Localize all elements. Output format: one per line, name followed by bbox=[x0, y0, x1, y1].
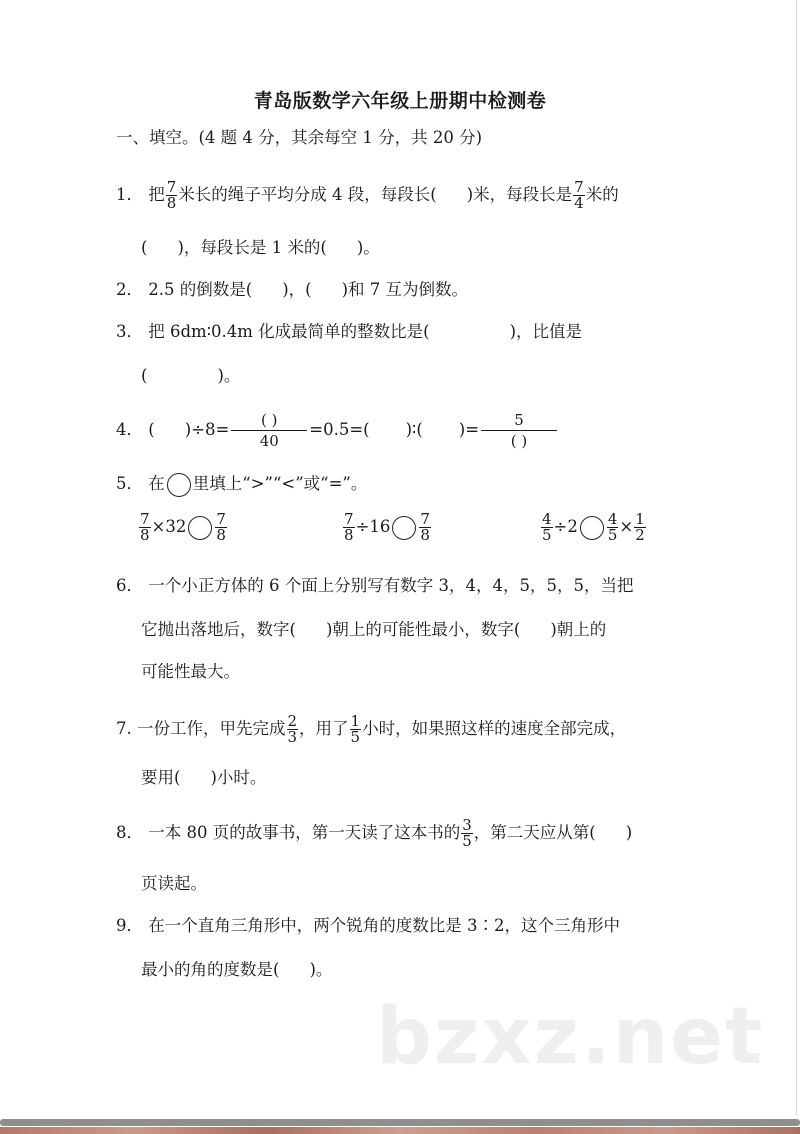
text: )，比值是 bbox=[509, 322, 583, 341]
denominator: 8 bbox=[420, 526, 430, 544]
question-number: 7. bbox=[116, 719, 132, 738]
text: 一个小正方体的 6 个面上分别写有数字 3，4，4，5，5，5，当把 bbox=[148, 576, 634, 595]
fraction bbox=[541, 512, 553, 543]
question-number: 5． bbox=[116, 474, 143, 493]
document-title: 青岛版数学六年级上册期中检测卷 bbox=[253, 90, 547, 112]
denominator: 8 bbox=[344, 526, 354, 544]
question-6-line-1 bbox=[116, 574, 633, 598]
question-1-line-2 bbox=[141, 236, 380, 260]
fraction bbox=[481, 410, 557, 451]
question-number: 1． bbox=[116, 185, 143, 204]
numerator: 3 bbox=[462, 816, 472, 834]
circle-icon bbox=[167, 473, 191, 497]
question-number: 8． bbox=[116, 823, 143, 842]
question-8-line-2: 页读起。 bbox=[141, 874, 207, 893]
numerator: 7 bbox=[574, 178, 584, 196]
text: ( bbox=[141, 366, 148, 385]
text: )朝上的 bbox=[550, 620, 607, 639]
fraction bbox=[231, 410, 307, 451]
question-number: 9． bbox=[116, 916, 143, 935]
numerator: 7 bbox=[140, 510, 150, 528]
question-4 bbox=[116, 410, 559, 451]
fraction bbox=[419, 512, 431, 543]
text: 一份工作，甲先完成 bbox=[137, 719, 286, 738]
text: × bbox=[619, 517, 634, 536]
question-9-line-1 bbox=[116, 914, 620, 938]
denominator: 4 bbox=[574, 194, 584, 212]
text: ( bbox=[141, 238, 148, 257]
question-5-item-3 bbox=[540, 512, 647, 543]
denominator: 8 bbox=[140, 526, 150, 544]
numerator: 1 bbox=[635, 510, 645, 528]
fraction bbox=[634, 512, 646, 543]
question-2 bbox=[116, 278, 468, 302]
text: 一本 80 页的故事书，第一天读了这本书的 bbox=[148, 823, 461, 842]
numerator: 4 bbox=[607, 510, 618, 528]
compare-circle[interactable] bbox=[188, 516, 212, 540]
text: 小时，如果照这样的速度全部完成， bbox=[362, 719, 627, 738]
text: 米的 bbox=[585, 185, 619, 204]
text: ×32 bbox=[151, 517, 187, 536]
question-number: 2． bbox=[116, 280, 143, 299]
section-heading: 一、填空。(4 题 4 分，其余每空 1 分，共 20 分) bbox=[116, 128, 483, 147]
numerator: 4 bbox=[542, 510, 552, 528]
text: )，每段长是 1 米的( bbox=[177, 238, 327, 257]
text: )。 bbox=[217, 366, 241, 385]
text: ，第二天应从第( bbox=[473, 823, 596, 842]
fraction bbox=[139, 512, 151, 543]
denominator: 40 bbox=[259, 432, 279, 450]
question-8-line-1 bbox=[116, 818, 632, 849]
denominator: 3 bbox=[287, 728, 298, 746]
question-number: 4． bbox=[116, 420, 143, 439]
text: 米长的绳子平均分成 4 段，每段长( bbox=[178, 185, 437, 204]
horizontal-scrollbar[interactable] bbox=[0, 1119, 800, 1126]
fraction bbox=[215, 512, 227, 543]
text: 把 bbox=[148, 185, 165, 204]
text: ( bbox=[148, 420, 155, 439]
denominator: 2 bbox=[635, 526, 645, 544]
watermark: bzxz.net bbox=[376, 992, 765, 1082]
text: 里填上“>”“<”或“=”。 bbox=[192, 474, 368, 493]
denominator: 5 bbox=[607, 526, 618, 544]
numerator: 7 bbox=[166, 178, 177, 196]
denominator: 5 bbox=[462, 832, 472, 850]
text: )÷8= bbox=[184, 420, 230, 439]
compare-circle[interactable] bbox=[580, 516, 604, 540]
text: )朝上的可能性最小，数字( bbox=[325, 620, 521, 639]
text: )小时。 bbox=[210, 768, 267, 787]
compare-circle[interactable] bbox=[392, 516, 416, 540]
denominator: 8 bbox=[216, 526, 226, 544]
text: )米，每段长是 bbox=[466, 185, 573, 204]
fraction bbox=[573, 180, 585, 211]
question-7-line-2 bbox=[141, 766, 266, 790]
question-number: 6． bbox=[116, 576, 143, 595]
fraction bbox=[350, 714, 362, 745]
question-5-item-2 bbox=[342, 512, 432, 543]
text: 2.5 的倒数是( bbox=[148, 280, 253, 299]
fraction bbox=[343, 512, 355, 543]
question-9-line-2 bbox=[141, 958, 332, 982]
text: 在 bbox=[148, 474, 165, 493]
question-7-line-1 bbox=[116, 714, 626, 745]
numerator: 7 bbox=[420, 510, 430, 528]
text: )。 bbox=[309, 960, 333, 979]
text: )。 bbox=[356, 238, 380, 257]
numerator: 5 bbox=[481, 410, 557, 431]
fraction bbox=[461, 818, 473, 849]
text: ÷2 bbox=[553, 517, 578, 536]
text: ÷16 bbox=[355, 517, 391, 536]
denominator-blank[interactable]: ( ) bbox=[510, 432, 528, 450]
fraction bbox=[287, 714, 299, 745]
text: )= bbox=[458, 420, 480, 439]
question-1-line-1 bbox=[116, 180, 619, 211]
question-number: 3． bbox=[116, 322, 143, 341]
fraction bbox=[607, 512, 619, 543]
text: )和 7 互为倒数。 bbox=[341, 280, 468, 299]
question-3-line-1 bbox=[116, 320, 582, 344]
fraction bbox=[166, 180, 178, 211]
question-6-line-2 bbox=[141, 618, 606, 642]
text: 要用( bbox=[141, 768, 181, 787]
question-6-line-3: 可能性最大。 bbox=[141, 662, 240, 681]
text: 最小的角的度数是( bbox=[141, 960, 280, 979]
numerator: 2 bbox=[287, 712, 298, 730]
text: 在一个直角三角形中，两个锐角的度数比是 3∶2，这个三角形中 bbox=[148, 916, 620, 935]
text: 它抛出落地后，数字( bbox=[141, 620, 296, 639]
background-strip bbox=[0, 1127, 800, 1134]
question-5-line-1 bbox=[116, 472, 367, 497]
text: )∶( bbox=[405, 420, 423, 439]
question-5-item-1 bbox=[138, 512, 228, 543]
denominator: 8 bbox=[166, 194, 177, 212]
numerator: 7 bbox=[216, 510, 226, 528]
text: =0.5=( bbox=[309, 420, 370, 439]
text: )，( bbox=[282, 280, 312, 299]
text: ，用了 bbox=[299, 719, 349, 738]
numerator: 7 bbox=[344, 510, 354, 528]
question-3-line-2 bbox=[141, 364, 240, 388]
text: 把 6dm∶0.4m 化成最简单的整数比是( bbox=[148, 322, 430, 341]
text: ) bbox=[625, 823, 633, 842]
denominator: 5 bbox=[542, 526, 552, 544]
numerator-blank[interactable]: ( ) bbox=[231, 410, 307, 431]
numerator: 1 bbox=[350, 712, 361, 730]
denominator: 5 bbox=[350, 728, 361, 746]
